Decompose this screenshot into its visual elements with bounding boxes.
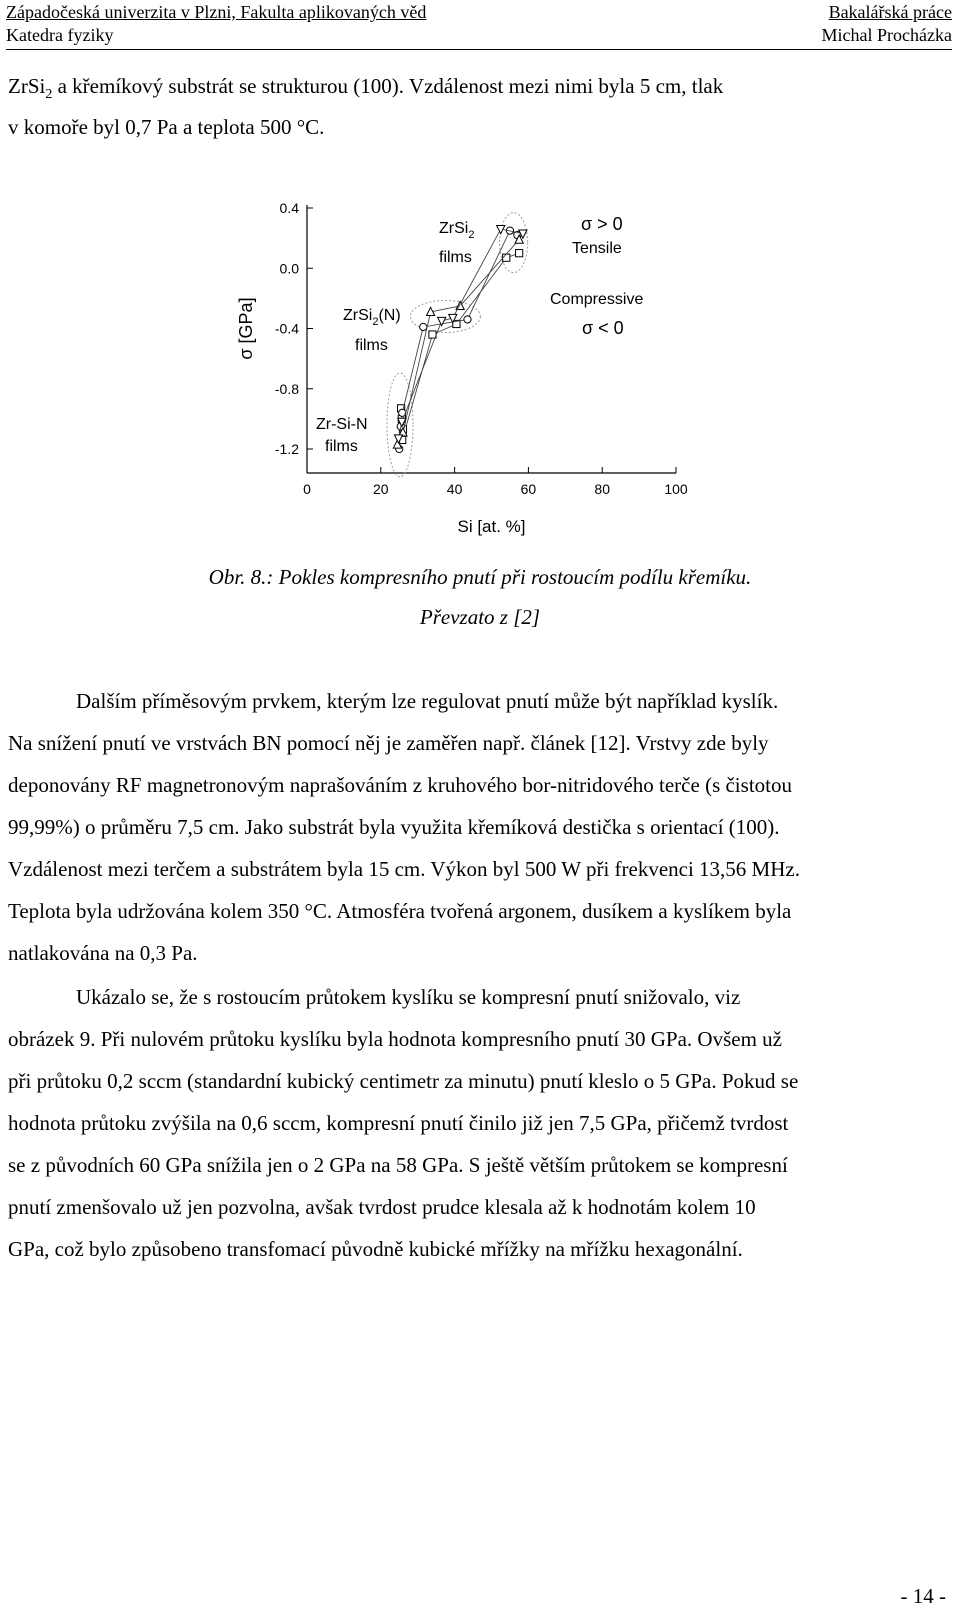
- label-compressive: Compressive: [550, 291, 644, 308]
- body-line: se z původních 60 GPa snížila jen o 2 GPa na 58 GPa. S ještě větším průtokem se kompresní: [8, 1153, 788, 1177]
- data-point-circle: [420, 323, 427, 330]
- stress-chart: [222, 193, 702, 553]
- body-line: GPa, což bylo způsobeno transfomací původně kubické mřížky na mřížku hexagonální.: [8, 1237, 743, 1261]
- y-axis-label: σ [GPa]: [236, 297, 256, 360]
- header-rule: [6, 49, 952, 50]
- y-tick-label: -0.4: [274, 320, 299, 337]
- label-sigma-gt: σ > 0: [581, 214, 623, 234]
- chart-annotations: [316, 213, 643, 477]
- intro-line-1: [8, 73, 723, 108]
- header-thesis-type: Bakalářská práce: [828, 2, 952, 22]
- figure-source: Převzato z [2]: [419, 605, 541, 629]
- y-tick-label: -1.2: [274, 441, 299, 457]
- figure-caption: Obr. 8.: Pokles kompresního pnutí při rostoucím podílu křemíku.: [208, 565, 752, 589]
- data-point-square: [503, 254, 510, 261]
- intro-zrsi: ZrSi: [8, 74, 46, 98]
- intro-line-1-rest: a křemíkový substrát se strukturou (100). Vzdálenost mezi nimi byla 5 cm, tlak: [52, 74, 724, 98]
- body-line: hodnota průtoku zvýšila na 0,6 sccm, kompresní pnutí činilo již jen 7,5 GPa, přičemž tvrdost: [8, 1111, 789, 1135]
- y-tick-label: 0.4: [279, 200, 299, 216]
- body-line: Ukázalo se, že s rostoucím průtokem kyslíku se kompresní pnutí snižovalo, viz: [76, 985, 741, 1009]
- x-tick-label: 20: [373, 481, 389, 497]
- label-zrsin-films: films: [325, 438, 358, 455]
- x-tick-label: 100: [664, 481, 688, 497]
- body-line: Vzdálenost mezi terčem a substrátem byla 15 cm. Výkon byl 500 W při frekvenci 13,56 MHz.: [8, 857, 800, 881]
- body-line: obrázek 9. Při nulovém průtoku kyslíku byla hodnota kompresního pnutí 30 GPa. Ovšem už: [8, 1027, 782, 1051]
- header-author: Michal Procházka: [821, 25, 952, 45]
- y-tick-label: 0.0: [279, 260, 299, 277]
- label-zrsi2-films: films: [439, 249, 472, 266]
- label-zrsi2n-sub: 2: [372, 316, 379, 328]
- label-zrsi2n-rest: (N): [378, 307, 401, 324]
- label-tensile: Tensile: [572, 240, 622, 257]
- body-line: Teplota byla udržována kolem 350 °C. Atmosféra tvořená argonem, dusíkem a kyslíkem byla: [8, 899, 792, 923]
- label-zrsi2: ZrSi$_2$: [439, 220, 475, 241]
- body-line: při průtoku 0,2 sccm (standardní kubický centimetr za minutu) pnutí kleslo o 5 GPa. Pokud se: [8, 1069, 799, 1093]
- intro-sub: 2: [45, 87, 53, 103]
- intro-line-2: v komoře byl 0,7 Pa a teplota 500 °C.: [8, 115, 325, 139]
- label-zrsi2n-films: films: [355, 337, 388, 354]
- x-tick-label: 60: [520, 481, 537, 497]
- header-university: Západočeská univerzita v Plzni, Fakulta aplikovaných věd: [6, 2, 427, 22]
- body-line: pnutí zmenšovalo už jen pozvolna, avšak tvrdost prudce klesala až k hodnotám kolem 10: [8, 1195, 756, 1219]
- page-number: - 14 -: [900, 1584, 946, 1608]
- data-point-square: [516, 250, 523, 257]
- x-tick-label: 40: [446, 481, 463, 497]
- body-line: natlakována na 0,3 Pa.: [8, 941, 198, 965]
- header-department: Katedra fyziky: [6, 25, 114, 45]
- label-sigma-lt: σ < 0: [582, 318, 624, 338]
- series-line-triangle-up: [397, 240, 519, 445]
- x-axis-label: Si [at. %]: [457, 517, 526, 536]
- body-line: deponovány RF magnetronovým naprašováním z kruhového bor-nitridového terče (s čistotou: [8, 773, 792, 797]
- x-tick-label: 80: [594, 481, 610, 497]
- body-line: 99,99%) o průměru 7,5 cm. Jako substrát byla využita křemíková destička s orientací (100).: [8, 815, 780, 839]
- label-zrsin: Zr-Si-N: [316, 416, 368, 433]
- data-point-circle: [464, 316, 471, 323]
- label-zrsi2-sub: 2: [468, 229, 475, 241]
- body-line: Na snížení pnutí ve vrstvách BN pomocí něj je zaměřen např. článek [12]. Vrstvy zde byly: [8, 731, 769, 755]
- x-tick-label: 0: [303, 481, 311, 497]
- y-tick-label: -0.8: [274, 380, 299, 397]
- label-zrsi2n: ZrSi$_2$(N): [343, 307, 401, 328]
- body-line: Dalším příměsovým prvkem, kterým lze regulovat pnutí může být například kyslík.: [76, 689, 779, 713]
